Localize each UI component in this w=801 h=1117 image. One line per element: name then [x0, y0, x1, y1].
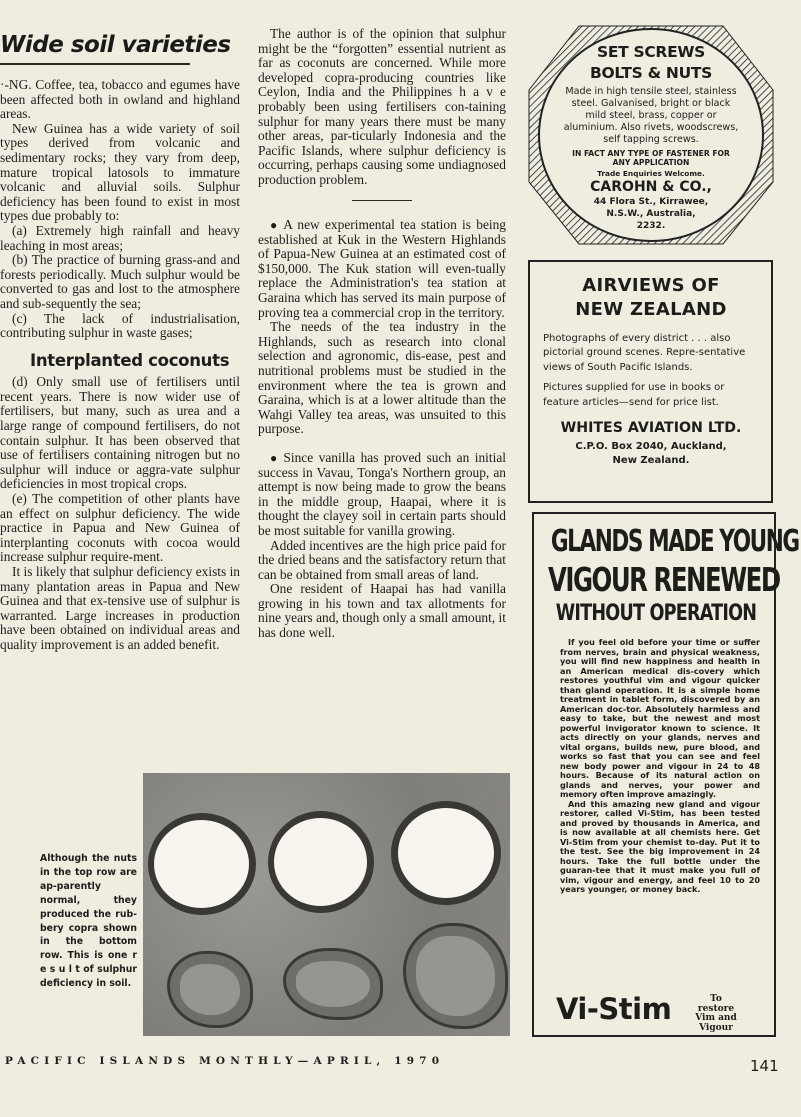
- ad-body: Made in high tensile steel, stainless steel. Galvanised, bright or black mild steel, brass, copper or aluminium. Also rivets, woodscrews, self tapping screws.: [563, 86, 739, 145]
- address-line: C.P.O. Box 2040, Auckland,: [575, 441, 727, 453]
- bullet-icon: ●: [270, 218, 280, 233]
- ad-brand-block: [556, 992, 756, 1033]
- ad-paragraph: If you feel old before your time or suffer from nerves, brain and physical weakness, you will find new happiness and health in an American medical dis-covery which restores youthful vim and vigour quicker than gland operation. It is a simple home treatment in tablet form, discovered by an American doc-tor. Absolutely harmless and easy to take, but the newest and most powerful invigorator known to science. It acts directly on your glands, nerves and vital organs, builds new, pure blood, and works so fast that you can see and feel new body power and vigour in 24 to 48 hours. Because of its natural action on glands and nerves, your power and memory often improve amazingly.: [560, 637, 760, 799]
- publication-footer: PACIFIC ISLANDS MONTHLY—APRIL, 1970: [5, 1055, 445, 1067]
- copra-piece: [403, 923, 508, 1029]
- spacer: [258, 437, 506, 451]
- copra-piece: [167, 951, 253, 1028]
- ad-body: Photographs of every district . . . also pictorial ground scenes. Repre-sentative views of South Pacific Islands.: [543, 333, 746, 373]
- brand-tagline: To restore Vim and Vigour: [695, 994, 737, 1033]
- paragraph: New Guinea has a wide variety of soil types derived from volcanic and sedimentary rocks; they vary from deep, mature tropical latosols to immature volcanic and alluvial soils. Sulphur deficiency has been found to exist in most types due probably to:: [0, 120, 240, 224]
- coconut-half: [268, 811, 374, 913]
- paragraph-text: A new experimental tea station is being established at Kuk in the Western Highlands of Papua-New Guinea at an estimated cost of $150,000. The Kuk station will even-tually replace the Administration's tea station at Garaina which has served its main purpose of proving tea a commercial crop in the territory.: [258, 217, 507, 320]
- paragraph: The needs of the tea industry in the Highlands, such as research into clonal selection and agronomic, dis-ease, pest and nutritional problems must be studied in the environment where the tea is grown and Garaina, which is at a lower altitude than the Wahgi Valley tea areas, was unsuited to this purpose.: [258, 319, 506, 437]
- address-line: 44 Flora St., Kirrawee,: [593, 197, 709, 207]
- photo-caption: Although the nuts in the top row are ap-parently normal, they produced the rub-bery copra shown in the bottom row. This is one r e s u l t of sulphur deficiency in soil.: [40, 853, 137, 990]
- ad-airviews: [528, 260, 773, 503]
- section-title: Wide soil varieties: [0, 32, 231, 58]
- ad-address: [543, 440, 759, 469]
- address-line: 2232.: [636, 221, 666, 231]
- paragraph: [258, 218, 506, 320]
- ad-headline: WITHOUT OPERATION: [555, 601, 757, 626]
- address-line: N.S.W., Australia,: [606, 209, 696, 219]
- bullet-icon: ●: [270, 450, 280, 465]
- ad-heading: NEW ZEALAND: [575, 299, 727, 320]
- coconut-half: [148, 813, 256, 915]
- middle-column: [258, 27, 506, 641]
- paragraph: (b) The practice of burning grass-and and forests periodically. Much sulphur would be converted to gas and lost to the atmosphere and sub-sequently the sea;: [0, 252, 240, 311]
- coconut-half: [391, 801, 501, 905]
- address-line: New Zealand.: [612, 455, 690, 467]
- page-number: 141: [750, 1057, 779, 1075]
- paragraph: It is likely that sulphur deficiency exists in many plantation areas in Papua and New Guinea and that ex-tensive use of sulphur is warranted. Large increases in production have been obtained on individual areas and quality improvement is an added benefit.: [0, 564, 240, 652]
- divider: [352, 200, 412, 202]
- coconut-photo: [143, 773, 510, 1036]
- ad-company: WHITES AVIATION LTD.: [560, 420, 742, 437]
- title-rule: [0, 63, 190, 65]
- ad-body: [544, 638, 764, 895]
- paragraph: Added incentives are the high price paid for the dried beans and the satisfactory return that can be obtained from small areas of land.: [258, 537, 506, 582]
- ad-body: Pictures supplied for use in books or feature articles—send for price list.: [543, 382, 725, 408]
- ad-heading: AIRVIEWS OF: [582, 275, 720, 296]
- paragraph: (c) The lack of industrialisation, contributing sulphur in waste gases;: [0, 310, 240, 341]
- paragraph: ·-NG. Coffee, tea, tobacco and egumes have been affected both in owland and highland areas.: [0, 77, 240, 122]
- ad-vistim: [532, 512, 799, 1037]
- ad-set-screws: [527, 24, 775, 246]
- ad-headline: VIGOUR RENEWED: [547, 560, 780, 599]
- copra-piece: [283, 948, 383, 1020]
- paragraph: One resident of Haapai has had vanilla growing in his town and tax allotments for nine years and, though only a small amount, it has done well.: [258, 581, 506, 641]
- paragraph-text: Since vanilla has proved such an initial success in Vavau, Tonga's Northern group, an attempt is now being made to grow the beans in the middle group, Haapai, where it is thought the clayey soil in certain parts should be most suitable for vanilla growing.: [258, 449, 507, 538]
- paragraph: (a) Extremely high rainfall and heavy leaching in most areas;: [0, 222, 240, 253]
- ad-heading: BOLTS & NUTS: [589, 64, 713, 82]
- subhead: Interplanted coconuts: [30, 350, 230, 370]
- ad-paragraph: And this amazing new gland and vigour restorer, called Vi-Stim, has been tested and proved by thousands in America, and is now available at all chemists here. Get Vi-Stim from your chemist to-day. Put it to the test. See the big improvement in 24 hours. Take the full bottle under the guaran-tee that it must make you full of vim, vigour and energy, and feel 10 to 20 years younger, or money back.: [560, 798, 760, 894]
- ad-headline: GLANDS MADE YOUNG: [550, 524, 799, 559]
- paragraph: (e) The competition of other plants have an effect on sulphur deficiency. The wide practice in Papua and New Guinea of interplanting coconuts with cocoa would increase sulphur require-ment.: [0, 491, 240, 565]
- ad-heading: SET SCREWS: [596, 43, 706, 61]
- paragraph: (d) Only small use of fertilisers until recent years. There is now wider use of fertilisers, but many, such as urea and a large range of compound fertilisers, do not contain sulphur. It has been observed that use of fertilisers containing nitrogen but no sulphur will induce or aggra-vate sulphur deficiencies in most tropical crops.: [0, 374, 240, 492]
- paragraph: [258, 451, 506, 539]
- left-column: [0, 78, 240, 653]
- ad-company: CAROHN & CO.,: [590, 179, 712, 195]
- ad-trade-note: Trade Enquiries Welcome.: [597, 169, 705, 178]
- ad-address: [527, 196, 775, 232]
- paragraph: The author is of the opinion that sulphur might be the “forgotten” essential nutrient as far as coconuts are concerned. While more developed copra-producing countries like Ceylon, India and the Philippines h a v e probably been using fertilisers con-taining sulphur for many years there must be many other areas, par-ticularly Indonesia and the Pacific Islands, where sulphur deficiency is occurring, perhaps causing some undiagnosed production problem.: [258, 26, 506, 187]
- ad-emphasis: IN FACT ANY TYPE OF FASTENER FOR ANY APPLICATION: [572, 149, 730, 167]
- brand-logo: Vi-Stim: [556, 992, 672, 1026]
